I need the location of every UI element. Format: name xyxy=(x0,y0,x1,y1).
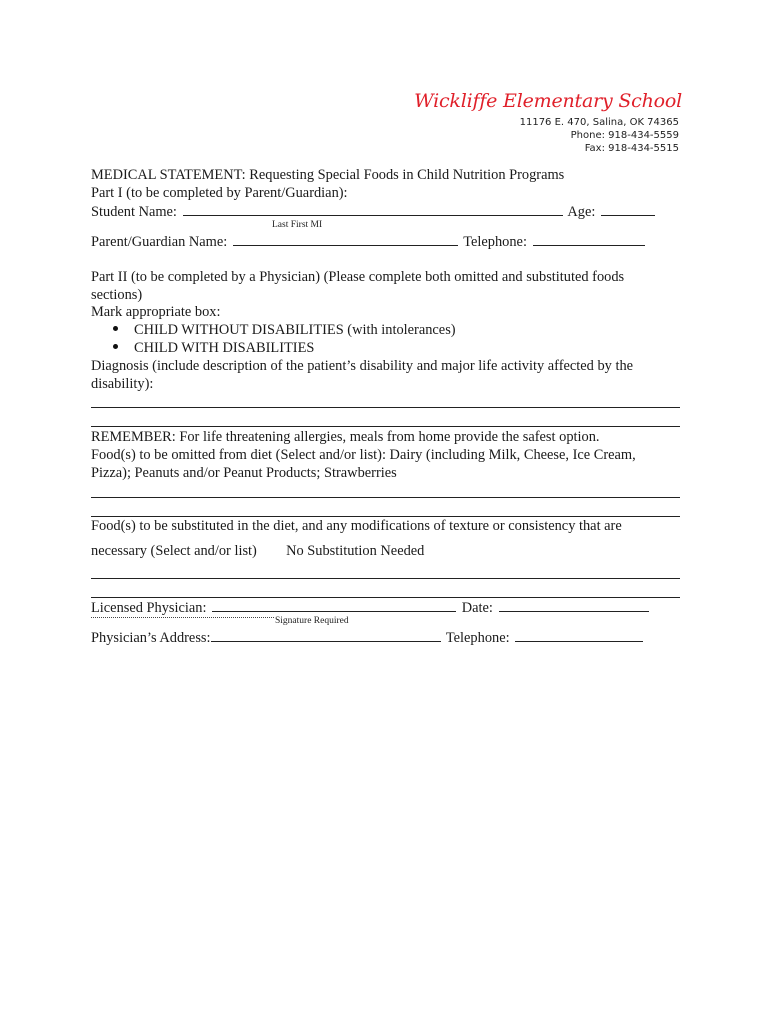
substituted-field-line-1[interactable] xyxy=(91,578,680,579)
diagnosis-label: Diagnosis (include description of the patient’s disability and major life activity affected by the xyxy=(91,358,634,374)
physician-signature-field[interactable] xyxy=(212,598,456,612)
option-label: CHILD WITHOUT DISABILITIES (with intolerances) xyxy=(134,322,456,338)
school-phone: Phone: 918-434-5559 xyxy=(570,130,679,141)
diagnosis-label-cont: disability): xyxy=(91,376,154,392)
omitted-foods-label: Food(s) to be omitted from diet (Select and/or list): Dairy (including Milk, Cheese, Ice Cream, xyxy=(91,447,636,463)
substituted-row xyxy=(91,542,424,560)
mark-box-instruction: Mark appropriate box: xyxy=(91,304,221,320)
parent-telephone-field[interactable] xyxy=(533,232,645,246)
signature-hint: Signature Required xyxy=(275,616,349,626)
date-label: Date: xyxy=(461,600,493,616)
student-name-field[interactable] xyxy=(183,202,563,216)
diagnosis-field-line-2[interactable] xyxy=(91,426,680,427)
substituted-foods-value: No Substitution Needed xyxy=(286,543,425,559)
physician-row xyxy=(91,598,651,617)
diagnosis-field-line-1[interactable] xyxy=(91,407,680,408)
physician-telephone-label: Telephone: xyxy=(445,630,510,646)
remember-note: REMEMBER: For life threatening allergies, meals from home provide the safest option. xyxy=(91,429,600,445)
parent-telephone-label: Telephone: xyxy=(463,234,527,250)
option-with-disabilities[interactable] xyxy=(113,339,314,357)
physician-address-row xyxy=(91,628,645,647)
age-field[interactable] xyxy=(601,202,655,216)
age-label: Age: xyxy=(567,204,596,220)
school-fax: Fax: 918-434-5515 xyxy=(584,143,679,154)
part1-heading: Part I (to be completed by Parent/Guardian): xyxy=(91,185,348,201)
part2-heading-cont: sections) xyxy=(91,287,143,303)
bullet-icon xyxy=(113,344,118,349)
student-name-label: Student Name: xyxy=(91,204,177,220)
name-hint: Last First MI xyxy=(272,220,323,230)
parent-name-label: Parent/Guardian Name: xyxy=(91,234,228,250)
omitted-foods-label-cont: Pizza); Peanuts and/or Peanut Products; Strawberries xyxy=(91,465,397,481)
option-without-disabilities[interactable] xyxy=(113,321,456,339)
physician-address-label: Physician’s Address: xyxy=(91,630,211,646)
option-label: CHILD WITH DISABILITIES xyxy=(134,340,315,356)
physician-label: Licensed Physician: xyxy=(91,600,207,616)
signature-dotted-line xyxy=(91,617,274,618)
parent-row xyxy=(91,232,647,251)
physician-telephone-field[interactable] xyxy=(515,628,643,642)
parent-name-field[interactable] xyxy=(233,232,458,246)
school-address: 11176 E. 470, Salina, OK 74365 xyxy=(519,117,679,128)
substituted-foods-label-cont: necessary (Select and/or list) xyxy=(91,543,257,559)
student-row xyxy=(91,202,657,221)
form-title: MEDICAL STATEMENT: Requesting Special Foods in Child Nutrition Programs xyxy=(91,167,565,183)
substituted-foods-label: Food(s) to be substituted in the diet, and any modifications of texture or consistency that are xyxy=(91,518,622,534)
physician-address-field[interactable] xyxy=(211,628,441,642)
part2-heading: Part II (to be completed by a Physician) (Please complete both omitted and substituted foods xyxy=(91,269,625,285)
school-name: Wickliffe Elementary School xyxy=(414,90,682,112)
date-field[interactable] xyxy=(499,598,649,612)
bullet-icon xyxy=(113,326,118,331)
omitted-field-line-1[interactable] xyxy=(91,497,680,498)
